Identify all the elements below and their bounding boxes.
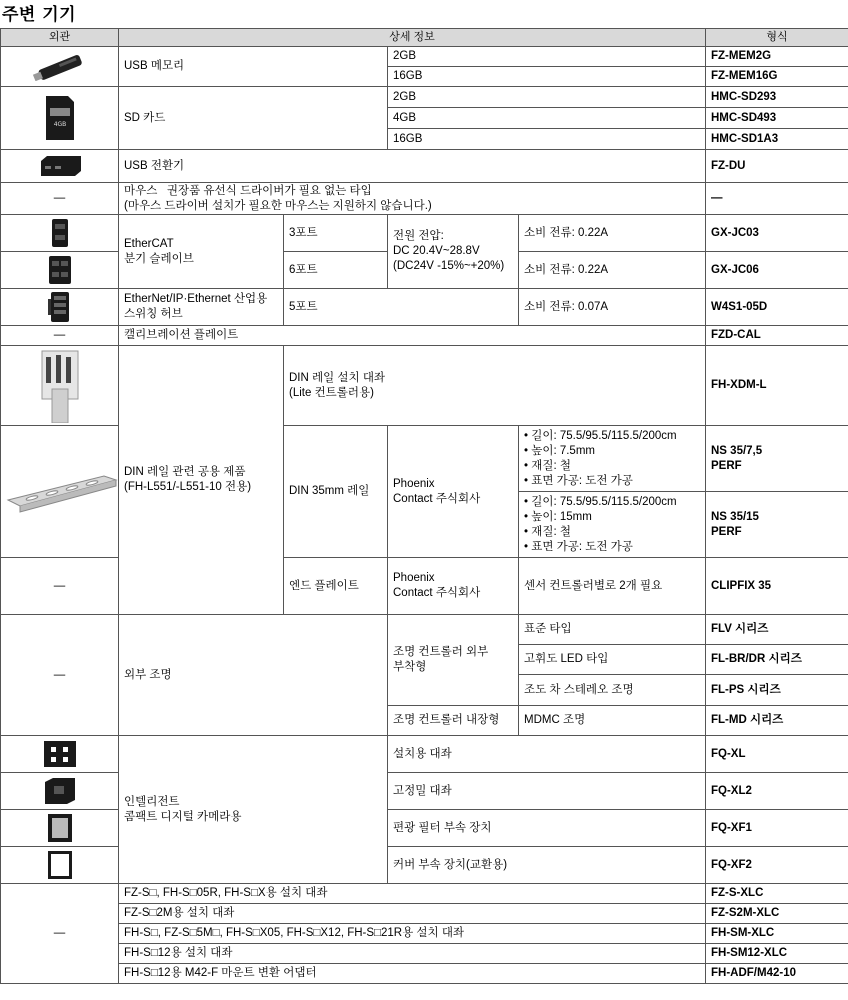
mount-item: FH-S□12용 설치 대좌 [119,944,706,964]
din-rail-maker [388,426,519,558]
peripheral-table [0,28,848,984]
mount-item: FH-S□12용 M42-F 마운트 변환 어댑터 [119,964,706,984]
ethercat-ports: 3포트 [284,215,388,252]
intelligent-label-line-2: 콤팩트 디지털 카메라용 [124,810,242,823]
rail-spec-item: • 표면 가공: 도전 가공 [524,474,633,487]
lighting-model: FL-MD 시리즈 [706,706,848,736]
lighting-type: 표준 타입 [519,615,706,645]
rail-spec-item: • 표면 가공: 도전 가공 [524,540,633,553]
mount-model: FZ-S-XLC [706,884,848,904]
din-mount-line-2: (Lite 컨트롤러용) [289,386,374,399]
sd-card-spec: 2GB [388,87,706,108]
power-line-1: 전원 전압: [393,230,444,242]
din-mount-bracket-icon [38,349,82,423]
table-row [1,944,848,964]
table-row [1,326,848,346]
svg-text:4GB: 4GB [53,121,66,128]
mounts-appearance: — [1,884,119,984]
mouse-line-1: 마우스 권장품 유선식 드라이버가 필요 없는 타입 [124,184,372,197]
ethercat-6port-image [1,252,119,289]
mouse-model: — [706,183,848,215]
din-rail-label: DIN 35mm 레일 [284,426,388,558]
lighting-model: FLV 시리즈 [706,615,848,645]
table-row [1,884,848,904]
ethernet-model: W4S1-05D [706,289,848,326]
ethercat-current: 소비 전류: 0.22A [519,215,706,252]
ethercat-label-line-1: EtherCAT [124,237,174,250]
lighting-external [388,615,519,706]
sd-card-image [1,87,119,150]
external-line-1: 조명 컨트롤러 외부 [393,646,489,658]
rail2-spec-list [524,495,677,555]
ethernet-label-line-2: 스위칭 허브 [124,308,183,320]
calibration-appearance: — [1,326,119,346]
mount-model: FZ-S2M-XLC [706,904,848,924]
intelligent-item: 설치용 대좌 [388,736,706,773]
ethernet-ports: 5포트 [284,289,519,326]
rail-spec-item: • 재질: 철 [524,459,571,472]
rail1-model-line-2: PERF [711,459,742,472]
intelligent-model: FQ-XL [706,736,848,773]
din-mount-image [1,346,119,426]
header-model: 형식 [706,29,848,47]
usb-memory-label: USB 메모리 [119,47,388,87]
lighting-model: FL-BR/DR 시리즈 [706,645,848,675]
sd-card-spec: 16GB [388,129,706,150]
ethercat-3port-image [1,215,119,252]
usb-memory-image [1,47,119,87]
intelligent-model: FQ-XF2 [706,847,848,884]
maker-line-2: Contact 주식회사 [393,492,481,505]
din-rail-icon [6,470,118,514]
lighting-type: 조도 차 스테레오 조명 [519,675,706,706]
table-row [1,964,848,984]
sd-card-icon [40,94,80,142]
lighting-type: 고휘도 LED 타입 [519,645,706,675]
rail-spec-item: • 길이: 75.5/95.5/115.5/200cm [524,429,677,442]
rail1-spec-list [524,429,677,489]
ethercat-power [388,215,519,289]
end-plate-maker [388,558,519,615]
table-row [1,289,848,326]
usb-memory-model: FZ-MEM2G [706,47,848,67]
din-mount-model: FH-XDM-L [706,346,848,426]
sd-card-model: HMC-SD1A3 [706,129,848,150]
mouse-line-2: (마우스 드라이버 설치가 필요한 마우스는 지원하지 않습니다.) [124,199,432,212]
ethercat-ports: 6포트 [284,252,388,289]
ethernet-hub-image [1,289,119,326]
table-row [1,346,848,426]
intelligent-model: FQ-XL2 [706,773,848,810]
end-plate-note: 센서 컨트롤러별로 2개 필요 [519,558,706,615]
usb-switch-icon [37,153,83,179]
precision-base-icon [41,776,79,806]
usb-memory-spec: 2GB [388,47,706,67]
lighting-label: 외부 조명 [119,615,388,736]
lighting-appearance: — [1,615,119,736]
sd-card-model: HMC-SD293 [706,87,848,108]
maker-line-1: Phoenix [393,572,435,584]
ethercat-label-line-2: 분기 슬레이브 [124,252,194,265]
slave-unit-icon [47,255,73,285]
ethercat-model: GX-JC06 [706,252,848,289]
lighting-model: FL-PS 시리즈 [706,675,848,706]
intelligent-item: 고정밀 대좌 [388,773,706,810]
slave-unit-icon [49,218,71,248]
din-mount-line-1: DIN 레일 설치 대좌 [289,371,386,384]
ethernet-label [119,289,284,326]
end-plate-model: CLIPFIX 35 [706,558,848,615]
table-row [1,615,848,645]
intelligent-label-line-1: 인텔리전트 [124,795,180,808]
table-row [1,87,848,108]
intelligent-item: 편광 필터 부속 장치 [388,810,706,847]
sd-card-spec: 4GB [388,108,706,129]
header-details: 상세 정보 [119,29,706,47]
end-plate-label: 엔드 플레이트 [284,558,388,615]
din-rail-image [1,426,119,558]
header-appearance: 외관 [1,29,119,47]
fq-xl-image [1,736,119,773]
end-plate-appearance: — [1,558,119,615]
mount-model: FH-ADF/M42-10 [706,964,848,984]
rail-spec-item: • 높이: 15mm [524,510,592,523]
din-mount-label [284,346,706,426]
switching-hub-icon [47,291,73,323]
ethercat-current: 소비 전류: 0.22A [519,252,706,289]
mount-item: FH-S□, FZ-S□5M□, FH-S□X05, FH-S□X12, FH-S□21R용 설치 대좌 [119,924,706,944]
mount-model: FH-SM-XLC [706,924,848,944]
mouse-appearance: — [1,183,119,215]
mount-model: FH-SM12-XLC [706,944,848,964]
ethernet-current: 소비 전류: 0.07A [519,289,706,326]
intelligent-label [119,736,388,884]
ethernet-label-line-1: EtherNet/IP·Ethernet 산업용 [124,293,268,305]
external-line-2: 부착형 [393,661,427,673]
fq-xf1-image [1,810,119,847]
usb-stick-icon [30,53,90,81]
power-line-2: DC 20.4V~28.8V [393,245,480,257]
lighting-type: MDMC 조명 [519,706,706,736]
din-label [119,346,284,615]
din-rail-models [706,426,848,558]
usb-memory-model: FZ-MEM16G [706,67,848,87]
table-row [1,924,848,944]
maker-line-2: Contact 주식회사 [393,587,481,599]
table-row [1,47,848,67]
intelligent-model: FQ-XF1 [706,810,848,847]
din-label-line-2: (FH-L551/-L551-10 전용) [124,481,252,493]
rail-spec-item: • 높이: 7.5mm [524,444,595,457]
maker-line-1: Phoenix [393,477,435,490]
sd-card-model: HMC-SD493 [706,108,848,129]
mouse-details [119,183,706,215]
rail2-model-line-1: NS 35/15 [711,510,759,523]
usb-memory-spec: 16GB [388,67,706,87]
calibration-label: 캘리브레이션 플레이트 [119,326,706,346]
page-title: 주변 기기 [2,5,77,25]
power-line-3: (DC24V -15%~+20%) [393,260,505,272]
table-row [1,183,848,215]
cover-attachment-icon [45,849,75,881]
rail-spec-item: • 길이: 75.5/95.5/115.5/200cm [524,495,677,508]
fq-xf2-image [1,847,119,884]
table-row [1,215,848,252]
mount-item: FZ-S□, FH-S□05R, FH-S□X용 설치 대좌 [119,884,706,904]
mount-item: FZ-S□2M용 설치 대좌 [119,904,706,924]
rail-spec-item: • 재질: 철 [524,525,571,538]
usb-switch-model: FZ-DU [706,150,848,183]
table-row [1,150,848,183]
ethercat-model: GX-JC03 [706,215,848,252]
rail2-model-line-2: PERF [711,525,742,538]
table-row [1,736,848,773]
lighting-internal: 조명 컨트롤러 내장형 [388,706,519,736]
calibration-model: FZD-CAL [706,326,848,346]
polarizing-filter-icon [45,812,75,844]
mount-base-icon [41,738,79,770]
sd-card-label: SD 카드 [119,87,388,150]
table-row [1,904,848,924]
rail1-model-line-1: NS 35/7,5 [711,444,763,457]
din-rail-specs [519,426,706,558]
header-row [1,29,848,47]
usb-switch-image [1,150,119,183]
usb-switch-label: USB 전환기 [119,150,706,183]
fq-xl2-image [1,773,119,810]
ethercat-label [119,215,284,289]
din-label-line-1: DIN 레일 관련 공용 제품 [124,466,246,478]
intelligent-item: 커버 부속 장치(교환용) [388,847,706,884]
